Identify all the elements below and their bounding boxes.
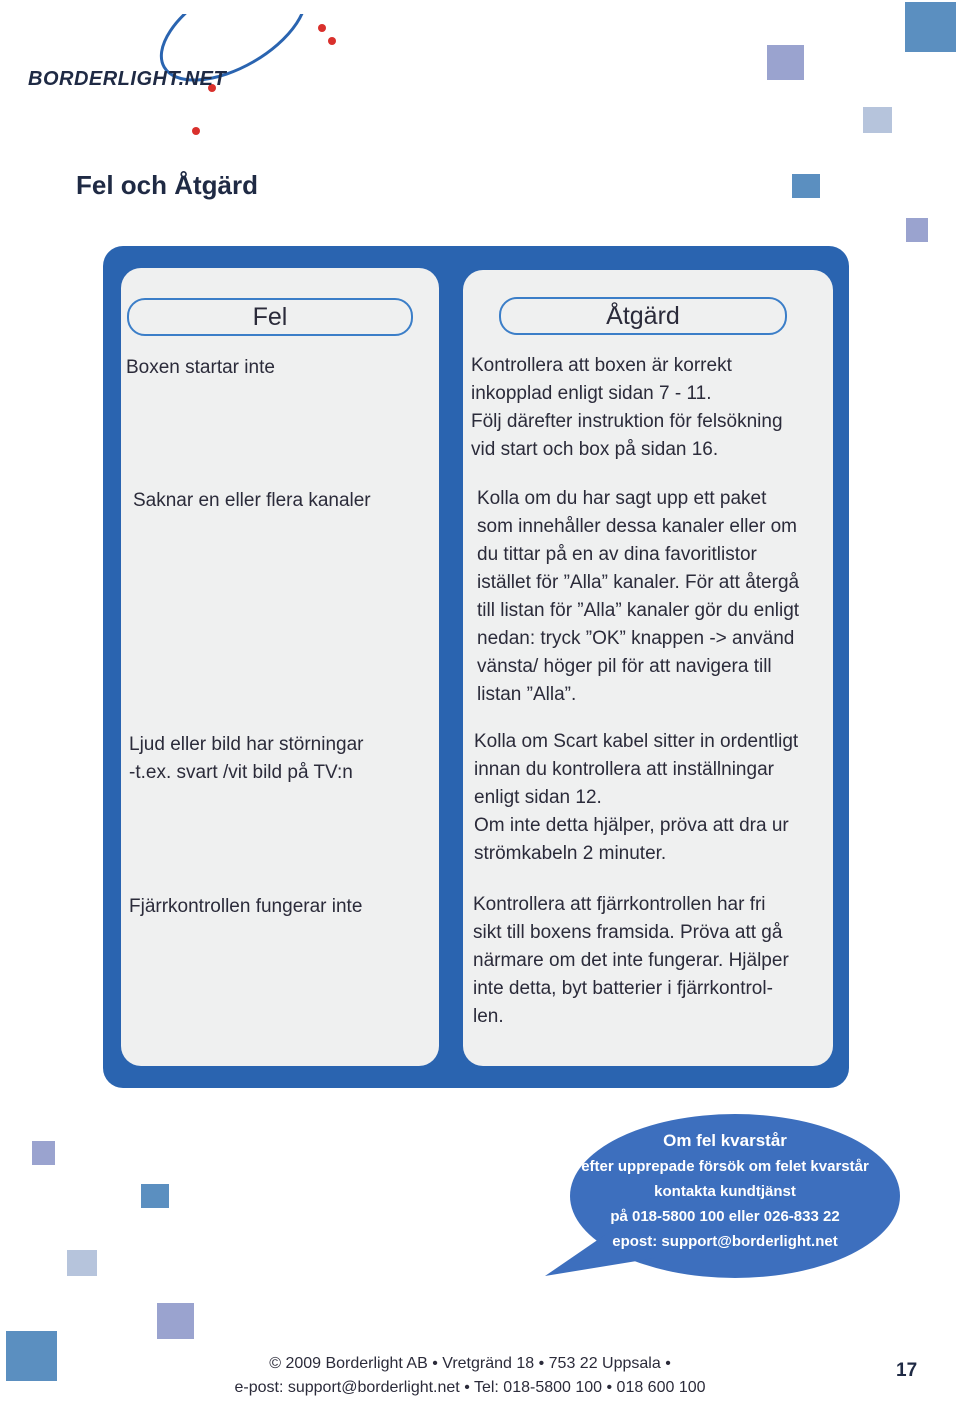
decor-square — [767, 45, 804, 80]
fel-row-4: Fjärrkontrollen fungerar inte — [129, 896, 363, 917]
bubble-line-2: kontakta kundtjänst — [654, 1183, 796, 1200]
decor-square — [6, 1331, 57, 1381]
logo-text: BORDERLIGHT.NET — [28, 68, 227, 90]
atgard-row-3: Kolla om Scart kabel sitter in ordentligt innan du kontrollera att inställningar enligt sidan 12. Om inte detta hjälper, pröva att dra ur strömkabeln 2 minuter. — [474, 731, 799, 864]
atgard-header: Åtgärd — [499, 297, 787, 335]
fel-row-3: Ljud eller bild har störningar -t.ex. svart /vit bild på TV:n — [129, 734, 364, 783]
decor-square — [157, 1303, 194, 1339]
decor-square — [906, 218, 928, 242]
page-title: Fel och Åtgärd — [76, 170, 259, 200]
atgard-row-1: Kontrollera att boxen är korrekt inkopplad enligt sidan 7 - 11. Följ därefter instruktion för felsökning vid start och box på sidan 16. — [471, 355, 783, 460]
decor-square — [32, 1141, 55, 1165]
decor-square — [67, 1250, 97, 1276]
fel-header: Fel — [127, 298, 413, 336]
decor-square — [792, 174, 820, 198]
decor-square — [141, 1184, 169, 1208]
fel-column — [121, 268, 439, 1066]
decor-square — [905, 2, 956, 52]
fel-row-1: Boxen startar inte — [126, 357, 275, 378]
decor-square — [863, 107, 892, 133]
support-bubble — [535, 1108, 901, 1284]
footer-line-2: e-post: support@borderlight.net • Tel: 018-5800 100 • 018 600 100 — [234, 1379, 706, 1396]
troubleshooting-table — [103, 246, 849, 1088]
bubble-line-4: epost: support@borderlight.net — [612, 1233, 838, 1250]
borderlight-logo — [26, 14, 346, 144]
page-number: 17 — [896, 1360, 918, 1381]
bubble-line-3: på 018-5800 100 eller 026-833 22 — [610, 1208, 840, 1225]
fel-row-2: Saknar en eller flera kanaler — [133, 490, 371, 511]
footer-line-1: © 2009 Borderlight AB • Vretgränd 18 • 753 22 Uppsala • — [269, 1355, 671, 1372]
atgard-row-4: Kontrollera att fjärrkontrollen har fri sikt till boxens framsida. Pröva att gå närmare om det inte fungerar. Hjälper inte detta, byt batterier i fjärrkontrol- len. — [473, 894, 789, 1027]
atgard-column — [463, 270, 833, 1066]
footer — [200, 1352, 740, 1400]
atgard-row-2: Kolla om du har sagt upp ett paket som innehåller dessa kanaler eller om du tittar på en av dina favoritlistor istället för ”Alla” kanaler. För att återgå till listan för ”Alla” kanaler gör du enligt nedan: tryck ”OK” knappen -> använd vänsta/ höger pil för att navigera till listan ”Alla”. — [477, 488, 800, 705]
bubble-line-1: efter upprepade försök om felet kvarstår — [581, 1158, 869, 1175]
bubble-title: Om fel kvarstår — [663, 1131, 787, 1150]
